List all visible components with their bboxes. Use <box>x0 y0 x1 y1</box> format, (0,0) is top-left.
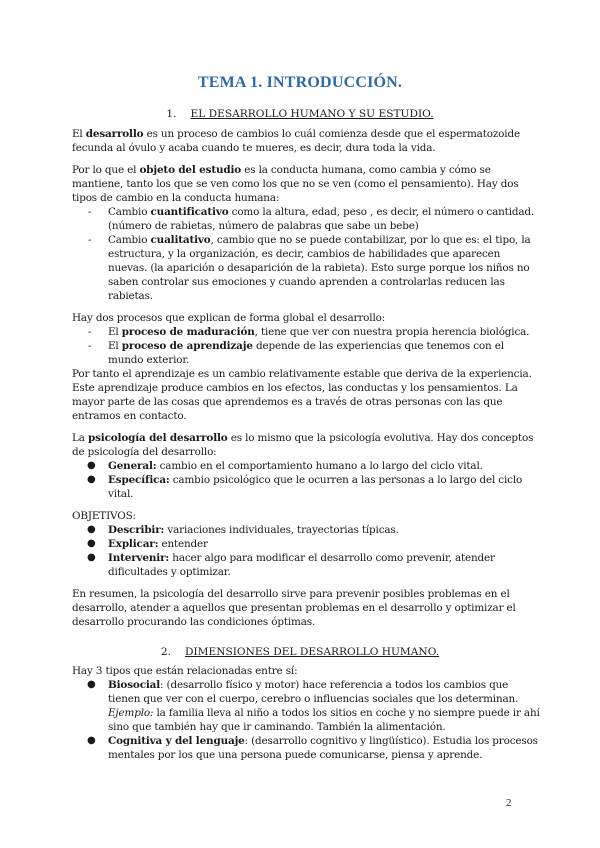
list-item: ● Biosocial: (desarrollo físico y motor) hace referencia a todos los cambios que tienen que ver con el cuerpo, cerebro o influencias sociales que los determinan. Ejemplo: la familia lleva al niño a todos los sitios en coche y no siempre puede ir ahí sino que también hay que ir caminando. También la alimentación. <box>87 679 540 733</box>
page-number: 2 <box>506 797 512 809</box>
section-number: 1. <box>166 108 177 120</box>
section-heading-text: EL DESARROLLO HUMANO Y SU ESTUDIO. <box>190 108 434 120</box>
section-2-body <box>72 664 542 762</box>
section-heading-text: DIMENSIONES DEL DESARROLLO HUMANO. <box>184 646 440 658</box>
list-item: - Cambio cualitativo, cambio que no se puede contabilizar, por lo que es: el tipo, la estructura, y la organización, es decir, cambios de habilidades que aparecen nuevas. (la aparición o desaparición de la rabieta). Esto surge porque los niños no saben controlar sus emociones y cuando aprenden a controlarlas reducen las rabietas. <box>88 234 531 302</box>
paragraph-learning: Por tanto el aprendizaje es un cambio relativamente estable que deriva de la experiencia. Este aprendizaje produce cambios en los efectos, las conductas y los pensamientos. La mayor parte de las cosas que aprendemos es a través de otras personas con las que entramos en contacto. <box>72 368 532 422</box>
list-item: ● General: cambio en el comportamiento humano a lo largo del ciclo vital. <box>87 460 483 472</box>
section-heading-1 <box>0 108 600 120</box>
dimensions-list <box>72 678 542 762</box>
list-item: ● Intervenir: hacer algo para modificar el desarrollo como prevenir, atender dificultades y optimizar. <box>87 552 495 578</box>
list-item: - El proceso de maduración, tiene que ver con nuestra propia herencia biológica. <box>88 326 530 338</box>
document-title: TEMA 1. INTRODUCCIÓN. <box>197 74 403 91</box>
section-number: 2. <box>160 646 171 658</box>
paragraph-object-of-study: Por lo que el objeto del estudio es la conducta humana, como cambia y cómo se mantiene, tanto los que se ven como los que no se ven (como el pensamiento). Hay dos tipos de cambio en la conducta humana: <box>72 164 519 204</box>
list-item: - El proceso de aprendizaje depende de las experiencias que tenemos con el mundo exterior. <box>88 340 504 366</box>
paragraph-summary: En resumen, la psicología del desarrollo sirve para prevenir posibles problemas en el desarrollo, atender a aquellos que presentan problemas en el desarrollo y optimizar el desarrollo procurando las condiciones óptimas. <box>72 588 516 628</box>
list-item: ● Describir: variaciones individuales, trayectorias típicas. <box>87 524 399 536</box>
list-item: - Cambio cuantificativo como la altura, edad, peso , es decir, el número o cantidad. (número de rabietas, número de palabras que sabe un bebe) <box>88 206 535 232</box>
objectives-label: OBJETIVOS: <box>72 510 136 522</box>
paragraph-psychology: La psicología del desarrollo es lo mismo que la psicología evolutiva. Hay dos conceptos de psicología del desarrollo: <box>72 432 534 458</box>
section-1-body <box>72 127 542 629</box>
change-types-list <box>72 205 542 303</box>
paragraph-definition: El desarrollo es un proceso de cambios lo cuál comienza desde que el espermatozoide fecunda al óvulo y acaba cuando te mueres, es decir, dura toda la vida. <box>72 128 520 154</box>
processes-list <box>72 325 542 367</box>
paragraph-processes: Hay dos procesos que explican de forma global el desarrollo: <box>72 312 386 324</box>
objectives-list <box>72 523 542 579</box>
concepts-list <box>72 459 542 501</box>
list-item: ● Cognitiva y del lenguaje: (desarrollo cognitivo y lingüístico). Estudia los procesos mentales por los que una persona puede comunicarse, piensa y aprende. <box>87 735 538 761</box>
list-item: ● Específica: cambio psicológico que le ocurren a las personas a lo largo del ciclo vital. <box>87 474 523 500</box>
section-heading-2 <box>0 646 600 658</box>
list-item: ● Explicar: entender <box>87 538 208 550</box>
paragraph-dimensions: Hay 3 tipos que están relacionadas entre sí: <box>72 665 298 677</box>
